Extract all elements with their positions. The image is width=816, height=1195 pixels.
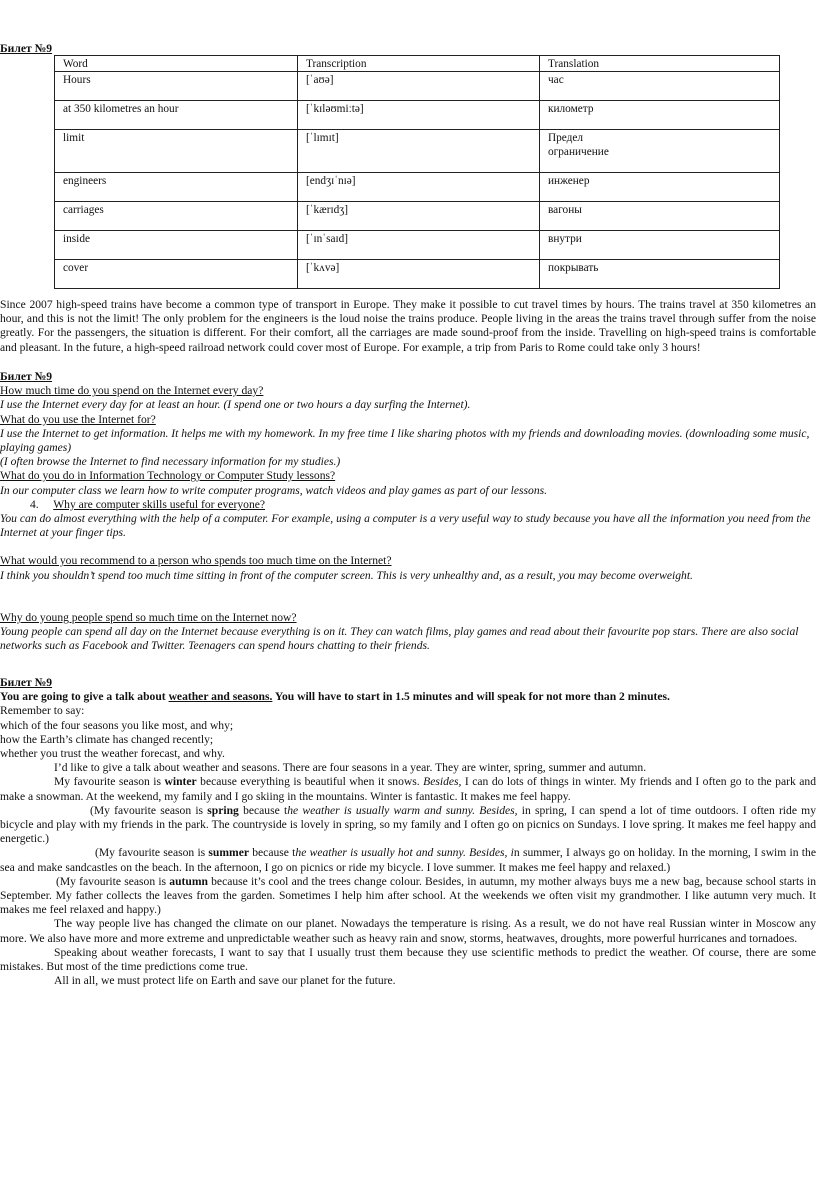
- talk-point: which of the four seasons you like most, and why;: [0, 718, 234, 732]
- translation-line: Предел: [548, 132, 584, 144]
- transcription-cell: [ˈɪnˈsaɪd]: [298, 231, 540, 260]
- transcription-cell: [ˈkɪləʊmiːtə]: [298, 101, 540, 130]
- translation-cell: [540, 130, 780, 173]
- table-row: [55, 231, 780, 260]
- translation-cell: внутри: [540, 231, 780, 260]
- spacer: [0, 583, 816, 611]
- season-word: autumn: [169, 874, 208, 888]
- text: My favourite season is: [54, 775, 165, 789]
- answer: I use the Internet every day for at least an hour. (I spend one or two hours a day surfing the Internet).: [0, 398, 471, 412]
- task-instructions: [0, 690, 816, 704]
- word-cell: limit: [55, 130, 298, 173]
- word-cell: at 350 kilometres an hour: [55, 101, 298, 130]
- word-cell: carriages: [55, 202, 298, 231]
- question-numbered: [0, 498, 816, 512]
- col-header-word: Word: [55, 56, 298, 72]
- table-row: [55, 72, 780, 101]
- spacer: [0, 540, 816, 554]
- transcription-cell: [ˈkærɪdʒ]: [298, 202, 540, 231]
- summer-paragraph: [0, 846, 816, 874]
- answer: (I often browse the Internet to find necessary information for my studies.): [0, 455, 341, 469]
- qa-title: Билет №9: [0, 370, 53, 383]
- intro-paragraph: I’d like to give a talk about weather and seasons. There are four seasons in a year. They are winter, spring, summer and autumn.: [54, 761, 647, 775]
- question: Why do young people spend so much time on the Internet now?: [0, 610, 297, 624]
- text: in spring, I can spend a lot of time outdoors. I often ride my bicycle and play with my friends in the park. The countryside is lovely in spring, so my family and I often go on picnics on Sundays. I love spring. It makes me feel happy and energetic.): [0, 803, 816, 846]
- reading-passage: [0, 298, 816, 355]
- word-cell: cover: [55, 260, 298, 289]
- translation-cell: вагоны: [540, 202, 780, 231]
- text: because t: [238, 803, 288, 817]
- forecast-paragraph: Speaking about weather forecasts, I want to say that I usually trust them because they use scientific methods to predict the weather. Of course, there are some mistakes. But most of the time predictions come true.: [0, 945, 816, 974]
- answer: I use the Internet to get information. It helps me with my homework. In my free time I like sharing photos with my friends and downloading movies. (downloading some music, playing games): [0, 426, 810, 455]
- col-header-translation: Translation: [540, 56, 780, 72]
- reading-text: Since 2007 high-speed trains have become a common type of transport in Europe. They make it possible to cut travel times by hours. The trains travel at 350 kilometres an hour, and this is not the limit! The only problem for the engineers is the loud noise the trains produce. People living in the areas the trains travel through suffer from the noise greatly. For the passengers, the situation is different. For their comfort, all the carriages are made sound-proof from the inside. Travelling on high-speed trains is comfortable and pleasant. In the future, a high-speed railroad network could cover most of Europe. For example, a trip from Paris to Rome could take only 3 hours!: [0, 298, 816, 354]
- transcription-cell: [ˈlɪmɪt]: [298, 130, 540, 173]
- qa-section: [0, 370, 816, 653]
- answer: You can do almost everything with the help of a computer. For example, using a computer is a very useful way to study because you have all the information you need from the Internet at your finger tips.: [0, 512, 811, 540]
- table-row: [55, 101, 780, 130]
- remember-label: Remember to say:: [0, 704, 85, 718]
- text: (My favourite season is: [95, 846, 209, 860]
- text: I can do lots of things in winter. My friends and I often go to the park and make a snowman. At the weekend, my family and I go skiing in the mountains. Winter is fantastic. It makes me feel happy.: [0, 775, 816, 803]
- word-cell: inside: [55, 231, 298, 260]
- task-topic: weather and seasons.: [168, 690, 273, 704]
- text: (My favourite season is: [56, 874, 170, 888]
- talk-point: whether you trust the weather forecast, and why.: [0, 747, 225, 761]
- question: What would you recommend to a person who spends too much time on the Internet?: [0, 554, 392, 568]
- talk-title: Билет №9: [0, 676, 53, 689]
- talk-section: [0, 676, 816, 988]
- autumn-paragraph: [0, 875, 816, 918]
- table-row: [55, 260, 780, 289]
- text: (My favourite season is: [90, 803, 208, 817]
- translation-cell: час: [540, 72, 780, 101]
- transcription-cell: [endʒɪˈnɪə]: [298, 173, 540, 202]
- transcription-cell: [ˈkʌvə]: [298, 260, 540, 289]
- task-text: You will have to start in 1.5 minutes and will speak for not more than 2 minutes.: [272, 690, 670, 704]
- text: n summer, I always go on holiday. In the morning, I swim in the sea and make sandcastles on the beach. In the afternoon, I go on picnics or ride my bicycle. I love summer. It makes me feel happy and relaxed.): [0, 846, 816, 874]
- transcription-cell: [ˈaʊə]: [298, 72, 540, 101]
- question-number: 4.: [30, 497, 39, 511]
- table-row: [55, 130, 780, 173]
- word-cell: engineers: [55, 173, 298, 202]
- question: Why are computer skills useful for everyone?: [53, 497, 266, 511]
- text: because it’s cool and the trees change colour. Besides, in autumn, my mother always buys me a new bag, because school starts in September. My father collects the leaves from the garden. Sometimes I help him after school. At the weekends we often visit my grandmother. I like autumn very much. It makes me feel relaxed and happy.): [0, 874, 816, 917]
- text: because t: [249, 846, 296, 860]
- text: he weather is usually warm and sunny. Besides,: [287, 803, 518, 817]
- translation-cell: километр: [540, 101, 780, 130]
- table-header-row: [55, 56, 780, 72]
- word-cell: Hours: [55, 72, 298, 101]
- season-word: summer: [208, 846, 249, 860]
- ticket-title: Билет №9: [0, 42, 53, 55]
- answer: Young people can spend all day on the Internet because everything is on it. They can watch films, play games and read about their favourite pop stars. There are also social networks such as Facebook and Twitter. Teenagers can spend hours chatting to their friends.: [0, 625, 799, 653]
- answer: I think you shouldn’t spend too much time sitting in front of the computer screen. This is very unhealthy and, as a result, you may become overweight.: [0, 568, 693, 582]
- text: Besides,: [423, 775, 462, 789]
- talk-point: how the Earth’s climate has changed recently;: [0, 732, 214, 746]
- translation-cell: покрывать: [540, 260, 780, 289]
- question: How much time do you spend on the Internet every day?: [0, 384, 264, 398]
- text: he weather is usually hot and sunny. Besides, i: [295, 846, 514, 860]
- translation-cell: инженер: [540, 173, 780, 202]
- season-word: winter: [164, 775, 197, 789]
- spring-paragraph: [0, 804, 816, 847]
- question: What do you do in Information Technology or Computer Study lessons?: [0, 469, 336, 483]
- vocab-table: [54, 55, 780, 289]
- season-word: spring: [207, 803, 239, 817]
- col-header-transcription: Transcription: [298, 56, 540, 72]
- task-text: You are going to give a talk about: [0, 690, 169, 704]
- question: What do you use the Internet for?: [0, 412, 156, 426]
- winter-paragraph: [0, 775, 816, 803]
- conclusion-paragraph: All in all, we must protect life on Earth and save our planet for the future.: [54, 974, 396, 988]
- table-row: [55, 202, 780, 231]
- translation-line: ограничение: [548, 146, 609, 158]
- text: because everything is beautiful when it snows.: [196, 775, 424, 789]
- table-row: [55, 173, 780, 202]
- climate-paragraph: The way people live has changed the climate on our planet. Nowadays the temperature is rising. As a result, we do not have real Russian winter in Moscow any more. We also have more and more extreme and unpredictable weather such as heavy rain and snow, storms, heatwaves, droughts, more powerful hurricanes and tornadoes.: [0, 917, 816, 945]
- answer: In our computer class we learn how to write computer programs, watch videos and play games as part of our lessons.: [0, 483, 548, 497]
